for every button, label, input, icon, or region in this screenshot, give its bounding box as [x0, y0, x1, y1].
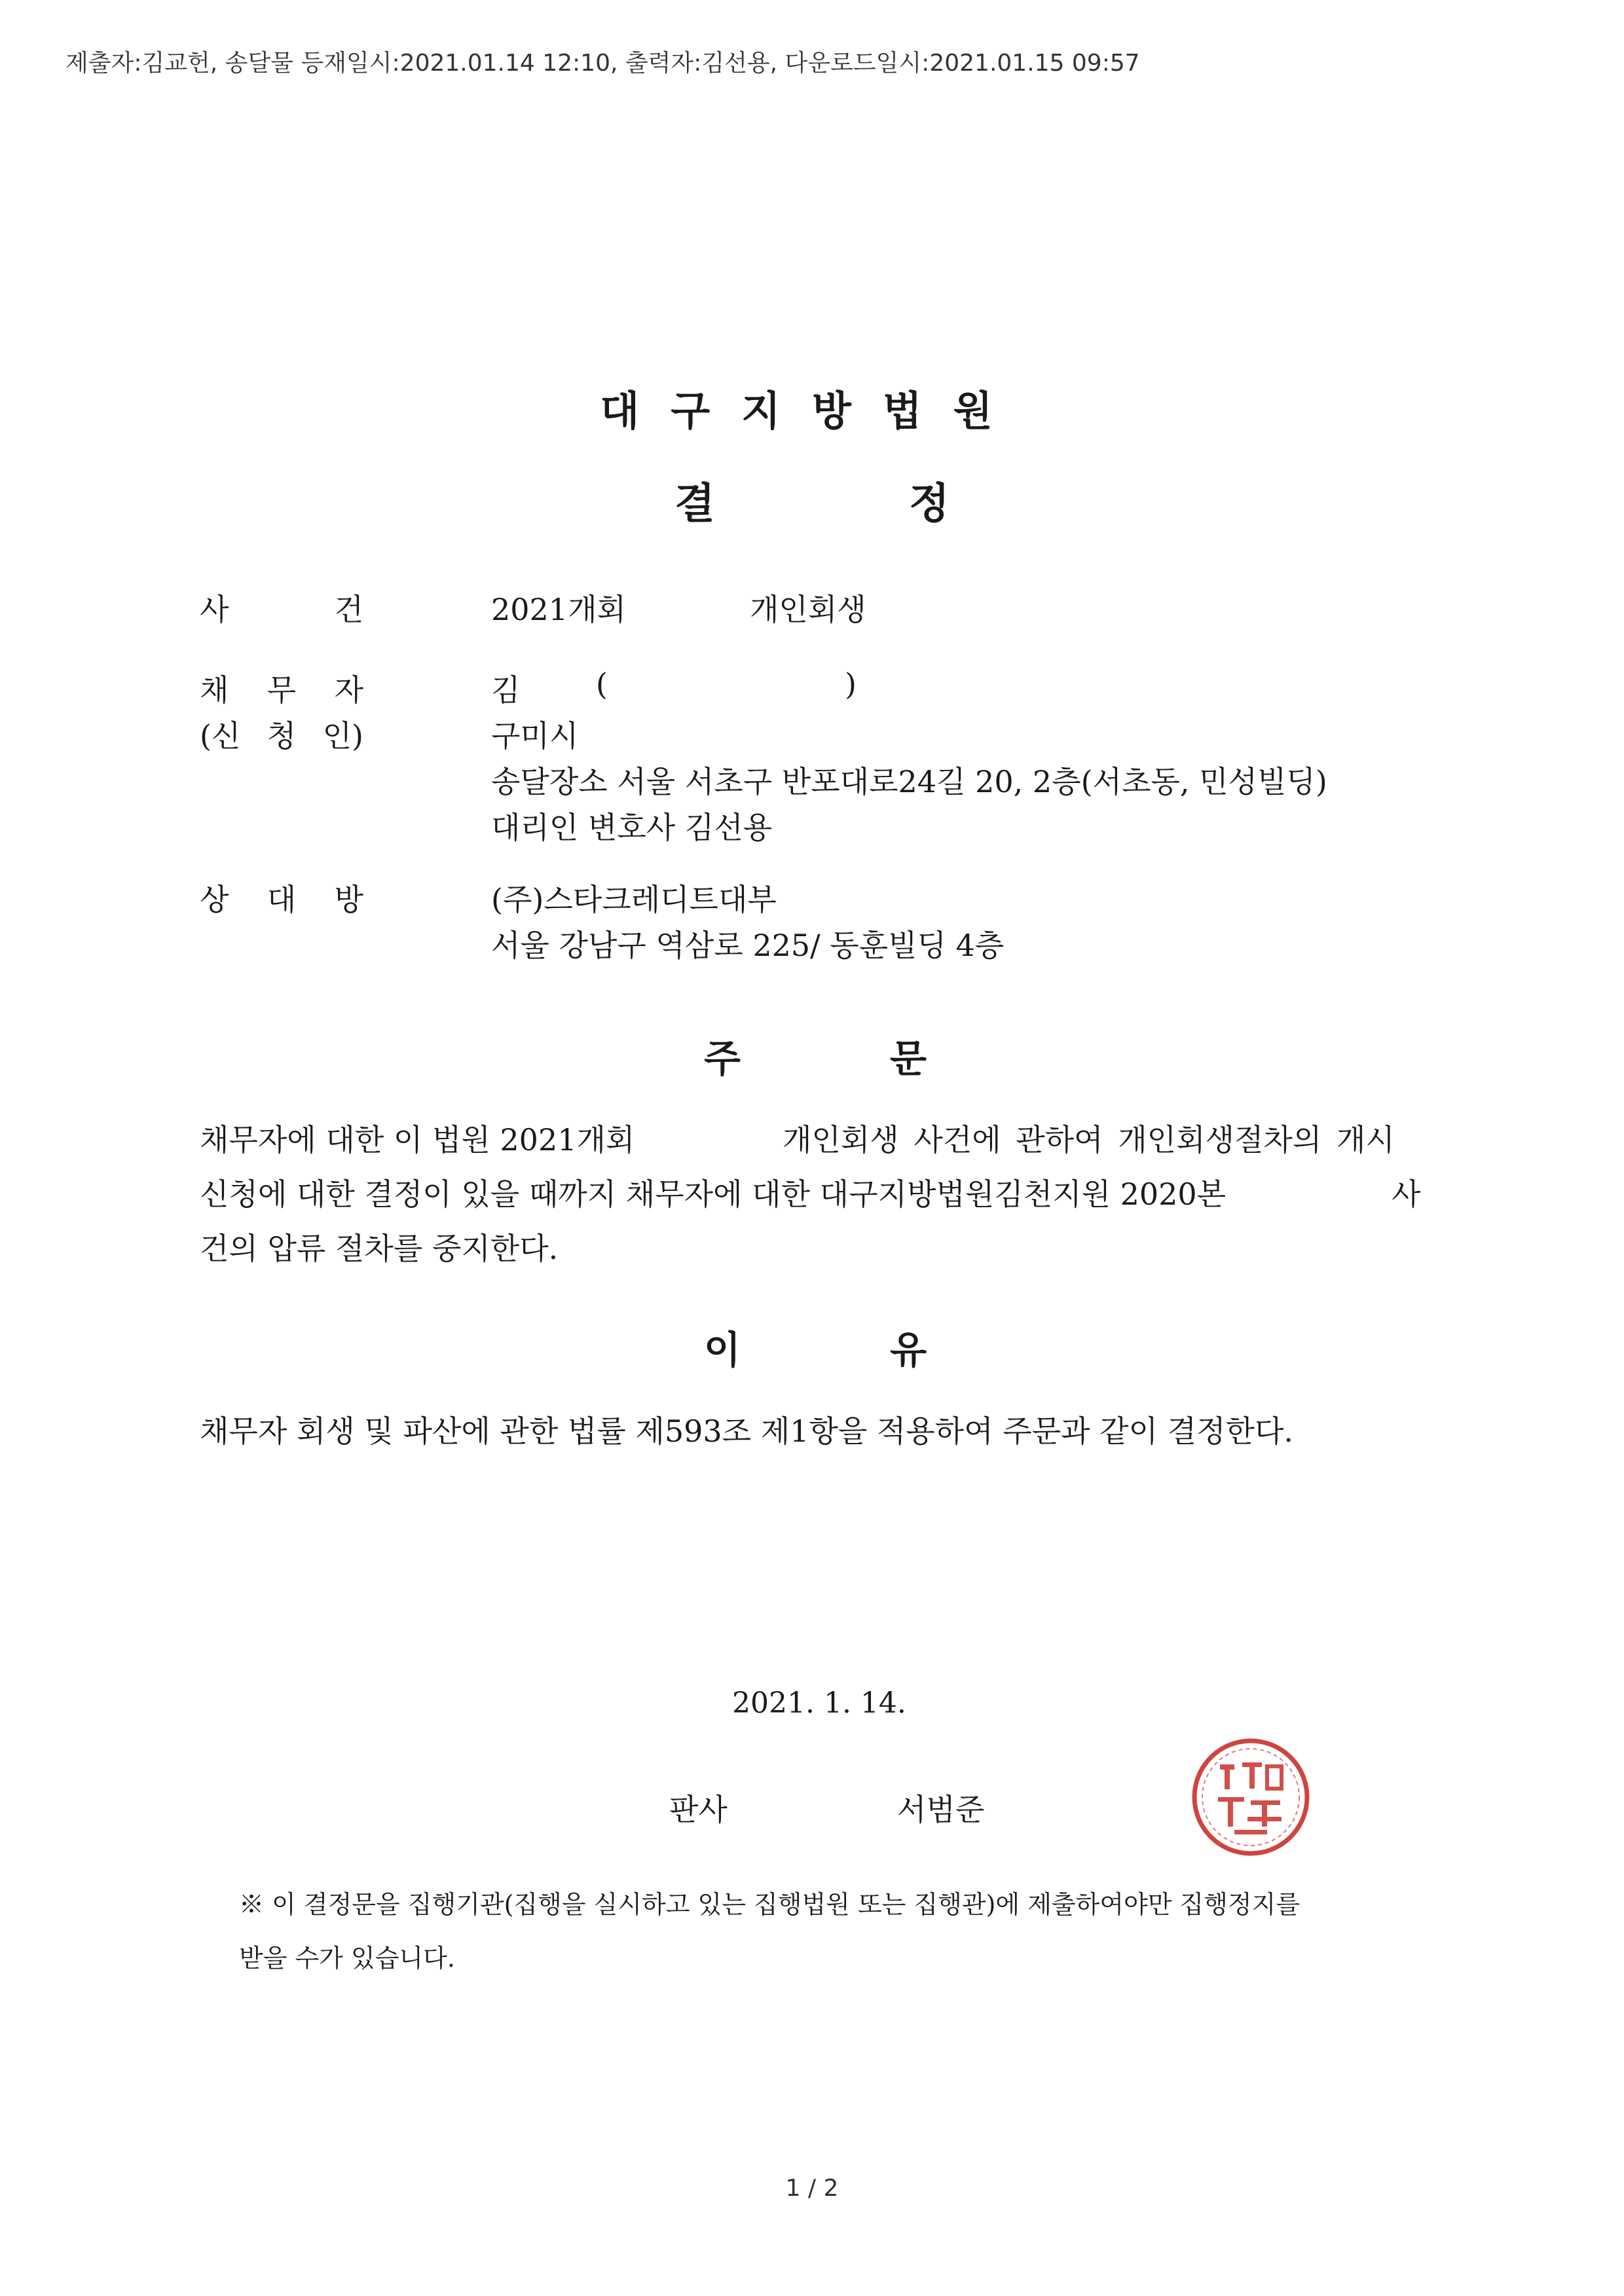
reason-heading-char: 유 — [889, 1328, 927, 1372]
order-heading-char: 주 — [704, 1036, 741, 1081]
order-line-1a: 채무자에 대한 이 법원 2021개회 — [200, 1122, 635, 1157]
judge-title: 판사 — [669, 1792, 728, 1827]
judge-name: 서범준 — [897, 1792, 985, 1827]
case-label — [200, 586, 363, 629]
enforcement-note-line-1: ※ 이 결정문을 집행기관(집행을 실시하고 있는 집행법원 또는 집행관)에 제출하여야만 집행정지를 — [239, 1890, 1301, 1919]
case-type: 개인회생 — [750, 592, 866, 627]
opponent-label-char: 방 — [334, 882, 363, 917]
opponent-label — [200, 876, 363, 919]
document-title — [674, 470, 950, 530]
title-char-2: 정 — [909, 480, 950, 528]
debtor-paren-open: ( — [596, 666, 608, 702]
reason-heading-char: 이 — [704, 1328, 741, 1372]
opponent-address: 서울 강남구 역삼로 225/ 동훈빌딩 4층 — [491, 928, 1005, 963]
order-heading-char: 문 — [889, 1036, 927, 1081]
court-seal-stamp — [1189, 1735, 1313, 1859]
opponent-name: (주)스타크레디트대부 — [491, 882, 777, 917]
case-label-char: 건 — [334, 592, 363, 627]
enforcement-note-line-2: 받을 수가 있습니다. — [239, 1944, 455, 1973]
order-line-1b: 개인회생 사건에 관하여 개인회생절차의 개시 — [783, 1122, 1395, 1157]
debtor-paren-close: ) — [845, 666, 857, 702]
debtor-label-char: 무 — [267, 672, 297, 708]
debtor-label — [200, 666, 363, 710]
case-label-char: 사 — [200, 592, 229, 627]
debtor-agent: 대리인 변호사 김선용 — [491, 810, 773, 845]
order-line-2b: 사 — [1392, 1176, 1421, 1212]
applicant-label-char: 청 — [267, 718, 297, 754]
debtor-address: 구미시 — [491, 718, 579, 754]
page-number: 1 / 2 — [785, 2175, 839, 2202]
service-place: 송달장소 서울 서초구 반포대로24길 20, 2층(서초동, 민성빌딩) — [491, 764, 1327, 799]
decision-date: 2021. 1. 14. — [732, 1686, 906, 1720]
title-char-1: 결 — [674, 480, 715, 528]
order-line-2a: 신청에 대한 결정이 있을 때까지 채무자에 대한 대구지방법원김천지원 2020본 — [200, 1176, 1227, 1212]
court-name: 대구지방법원 — [600, 387, 1024, 435]
debtor-name: 김 — [491, 672, 521, 708]
case-number: 2021개회 — [491, 592, 626, 627]
debtor-label-char: 채 — [200, 672, 229, 708]
applicant-label-char: (신 — [200, 718, 241, 754]
opponent-label-char: 상 — [200, 882, 229, 917]
order-heading — [704, 1028, 927, 1083]
opponent-label-char: 대 — [267, 882, 297, 917]
order-line-3: 건의 압류 절차를 중지한다. — [200, 1231, 559, 1266]
debtor-label-char: 자 — [334, 672, 363, 708]
applicant-label-char: 인) — [322, 718, 363, 754]
reason-heading — [704, 1319, 927, 1374]
document-header-meta: 제출자:김교헌, 송달물 등재일시:2021.01.14 12:10, 출력자:김선용, 다운로드일시:2021.01.15 09:57 — [65, 50, 1140, 77]
reason-text: 채무자 회생 및 파산에 관한 법률 제593조 제1항을 적용하여 주문과 같이 결정한다. — [200, 1413, 1294, 1449]
applicant-label — [200, 712, 363, 756]
